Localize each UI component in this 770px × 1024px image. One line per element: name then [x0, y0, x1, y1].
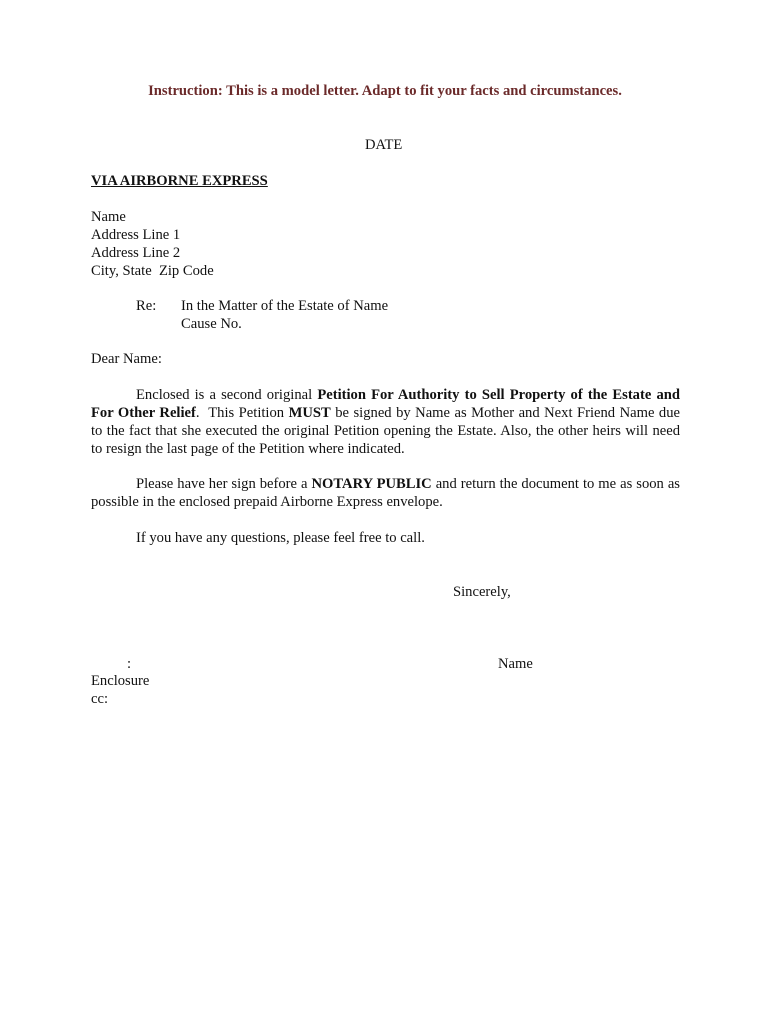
- recipient-address-line-2: Address Line 2: [91, 245, 181, 261]
- instruction-note: Instruction: This is a model letter. Adapt to fit your facts and circumstances.: [148, 83, 622, 99]
- body-paragraph-2: [91, 475, 680, 511]
- salutation: Dear Name:: [91, 351, 162, 367]
- must-emphasis: MUST: [288, 405, 331, 421]
- paragraph-2-intro: Please have her sign before a: [136, 476, 312, 492]
- recipient-city-state-zip: City, State Zip Code: [91, 263, 214, 279]
- enclosure-note: Enclosure: [91, 673, 150, 689]
- paragraph-1-line-4: to resign the last page of the Petition where indicated.: [91, 441, 405, 457]
- cc-note: cc:: [91, 691, 109, 707]
- body-paragraph-1: [91, 386, 680, 458]
- reference-label: Re:: [136, 298, 157, 314]
- paragraph-1-after-title: . This Petition: [195, 405, 289, 421]
- paragraph-1-line-2: [91, 404, 680, 422]
- recipient-address-line-1: Address Line 1: [91, 227, 181, 243]
- delivery-method: VIA AIRBORNE EXPRESS: [91, 173, 268, 189]
- body-paragraph-3: [91, 529, 680, 547]
- paragraph-2-line-2: possible in the enclosed prepaid Airborne Express envelope.: [91, 494, 443, 510]
- reference-lines: [181, 297, 388, 333]
- petition-title-part-2: For Other Relief: [91, 405, 196, 421]
- paragraph-2-after-notary: and return the document to me as soon as: [431, 476, 680, 492]
- reference-cause-number: Cause No.: [181, 316, 242, 332]
- recipient-address: [91, 208, 214, 280]
- recipient-name: Name: [91, 209, 126, 225]
- letter-date: DATE: [365, 137, 403, 153]
- paragraph-3-line-1: If you have any questions, please feel free to call.: [136, 530, 425, 546]
- paragraph-1-after-must: be signed by Name as Mother and Next Friend Name due: [330, 405, 680, 421]
- notary-public-emphasis: NOTARY PUBLIC: [311, 476, 432, 492]
- paragraph-1-line-1: [91, 386, 680, 404]
- signer-name: Name: [498, 656, 533, 672]
- paragraph-1-intro: Enclosed is a second original: [136, 387, 318, 403]
- initials-colon: :: [127, 656, 132, 672]
- paragraph-1-line-3: to the fact that she executed the original Petition opening the Estate. Also, the other heirs will need: [91, 423, 680, 439]
- petition-title-part-1: Petition For Authority to Sell Property of the Estate and: [317, 387, 680, 403]
- closing: Sincerely,: [453, 584, 511, 600]
- reference-estate: In the Matter of the Estate of Name: [181, 298, 389, 314]
- paragraph-2-line-1: [91, 475, 680, 493]
